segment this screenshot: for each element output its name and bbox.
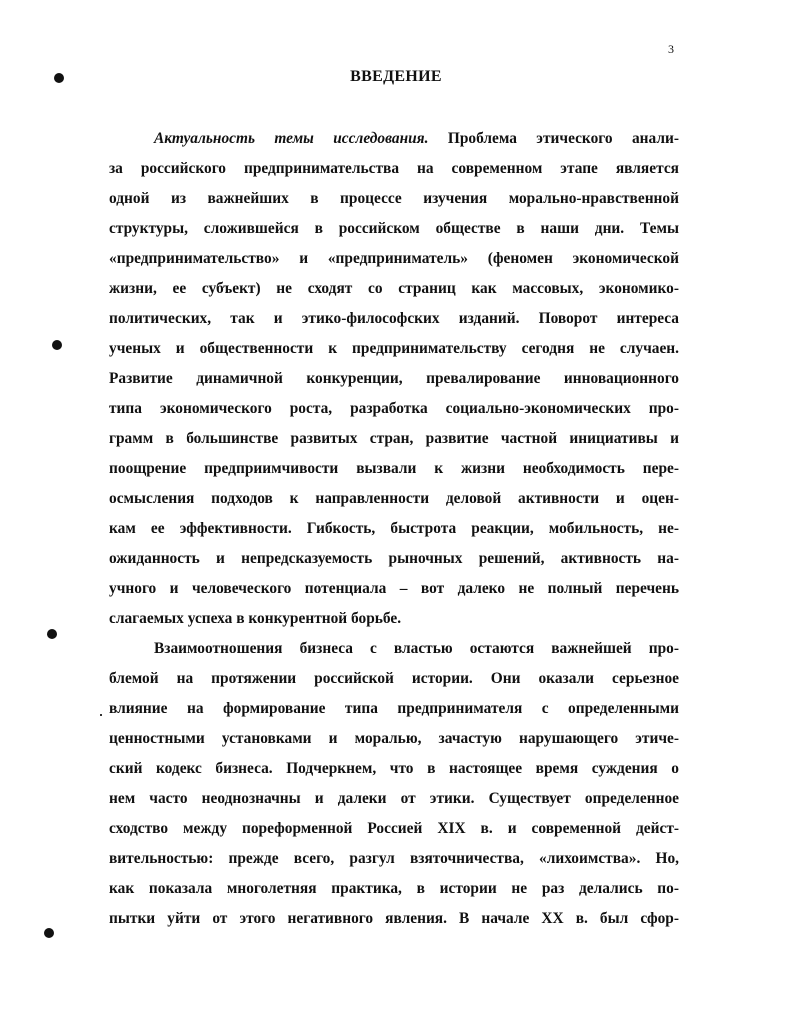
text-line: Актуальность темы исследования. Проблема этического анали- bbox=[154, 130, 679, 147]
text-line: нем часто неоднозначны и далеки от этики. Существует определенное bbox=[109, 790, 679, 807]
text-line: ученых и общественности к предпринимательству сегодня не случаен. bbox=[109, 340, 679, 357]
text-line: грамм в большинстве развитых стран, развитие частной инициативы и bbox=[109, 430, 679, 447]
text-line: вительностью: прежде всего, разгул взяточничества, «лихоимства». Но, bbox=[109, 850, 679, 867]
text-line: типа экономического роста, разработка социально-экономических про- bbox=[109, 400, 679, 417]
section-lead: Актуальность темы исследования. bbox=[154, 130, 429, 147]
text-line: Взаимоотношения бизнеса с властью остаются важнейшей про- bbox=[154, 640, 679, 657]
page-title: ВВЕДЕНИЕ bbox=[350, 68, 442, 85]
paragraph-business-power bbox=[109, 634, 679, 934]
text-line: ценностными установками и моралью, зачастую нарушающего этиче- bbox=[109, 730, 679, 747]
text-line: влияние на формирование типа предпринимателя с определенными bbox=[109, 700, 679, 717]
text-line: кам ее эффективности. Гибкость, быстрота реакции, мобильность, не- bbox=[109, 520, 679, 537]
text-line: «предпринимательство» и «предприниматель» (феномен экономической bbox=[109, 250, 679, 267]
text-line: сходство между пореформенной Россией XIX в. и современной дейст- bbox=[109, 820, 679, 837]
text-line: осмысления подходов к направленности деловой активности и оцен- bbox=[109, 490, 679, 507]
text-line: одной из важнейших в процессе изучения морально-нравственной bbox=[109, 190, 679, 207]
text-line: ский кодекс бизнеса. Подчеркнем, что в настоящее время суждения о bbox=[109, 760, 679, 777]
paragraph-relevance bbox=[109, 124, 679, 634]
text-line: структуры, сложившейся в российском обществе в наши дни. Темы bbox=[109, 220, 679, 237]
text-line: политических, так и этико-философских изданий. Поворот интереса bbox=[109, 310, 679, 327]
binding-hole-mark bbox=[52, 340, 62, 350]
text-line: как показала многолетняя практика, в истории не раз делались по- bbox=[109, 880, 679, 897]
document-body bbox=[109, 124, 679, 934]
text-line: учного и человеческого потенциала – вот далеко не полный перечень bbox=[109, 580, 679, 597]
binding-hole-mark bbox=[54, 73, 64, 83]
scan-speck bbox=[100, 714, 102, 716]
text-line: ожиданность и непредсказуемость рыночных решений, активность на- bbox=[109, 550, 679, 567]
text-line: жизни, ее субъект) не сходят со страниц как массовых, экономико- bbox=[109, 280, 679, 297]
text-line: блемой на протяжении российской истории. Они оказали серьезное bbox=[109, 670, 679, 687]
text-line: Развитие динамичной конкуренции, превалирование инновационного bbox=[109, 370, 679, 387]
page-number: 3 bbox=[668, 42, 674, 56]
text-line: за российского предпринимательства на современном этапе является bbox=[109, 160, 679, 177]
binding-hole-mark bbox=[47, 629, 57, 639]
text-line: пытки уйти от этого негативного явления. В начале XX в. был сфор- bbox=[109, 910, 679, 927]
text-line: слагаемых успеха в конкурентной борьбе. bbox=[109, 610, 402, 627]
text-line: поощрение предприимчивости вызвали к жизни необходимость пере- bbox=[109, 460, 679, 477]
binding-hole-mark bbox=[44, 928, 54, 938]
